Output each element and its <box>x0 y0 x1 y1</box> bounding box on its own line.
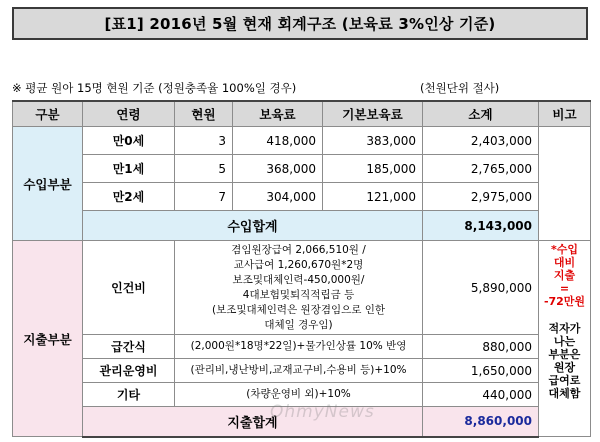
expense-item-cell: 인건비 <box>83 241 175 335</box>
header-cell-category: 구분 <box>13 101 83 127</box>
table-row <box>13 359 591 383</box>
basic-fee-cell: 185,000 <box>323 155 423 183</box>
remark-red-line: -72만원 <box>543 295 586 308</box>
subtotal-cell: 2,975,000 <box>423 183 539 211</box>
detail-line: 교사급여 1,260,670원*2명 <box>233 258 364 271</box>
income-total-label: 수입합계 <box>83 211 423 241</box>
watermark-logo: OhmyNews <box>270 402 375 422</box>
remark-black-line: 적자가 <box>548 322 581 335</box>
expense-detail-cell: (차량운영비 외)+10% <box>175 383 423 407</box>
expense-detail-cell <box>175 241 423 335</box>
expense-item-cell: 관리운영비 <box>83 359 175 383</box>
table-row <box>13 241 591 335</box>
note-rounding: (천원단위 절사) <box>420 81 500 95</box>
income-total-row <box>13 211 591 241</box>
table-row <box>13 127 591 155</box>
remark-black-line: 나는 <box>553 335 576 348</box>
header-cell-subtotal: 소계 <box>423 101 539 127</box>
expense-detail-cell: (2,000원*18명*22일)+물가인상률 10% 반영 <box>175 335 423 359</box>
detail-line: 4대보험및퇴직적립금 등 <box>242 288 355 301</box>
table-row <box>13 183 591 211</box>
fee-cell: 418,000 <box>233 127 323 155</box>
income-section-label: 수입부분 <box>13 127 83 241</box>
expense-total-value: 8,860,000 <box>423 407 539 437</box>
basic-fee-cell: 121,000 <box>323 183 423 211</box>
remark-red-line: 지출 <box>553 269 576 282</box>
note-basis: ※ 평균 원아 15명 현원 기준 (정원충족율 100%일 경우) <box>12 81 297 95</box>
remark-cell <box>539 241 591 437</box>
remark-empty-cell <box>539 127 591 241</box>
remark-red-line: *수입 <box>550 243 578 256</box>
expense-value-cell: 440,000 <box>423 383 539 407</box>
header-cell-remark: 비고 <box>539 101 591 127</box>
detail-line: 겸임원장급여 2,066,510원 / <box>231 243 366 256</box>
expense-item-cell: 기타 <box>83 383 175 407</box>
detail-line: 대체일 경우임) <box>264 318 333 331</box>
expense-item-cell: 급간식 <box>83 335 175 359</box>
income-total-value: 8,143,000 <box>423 211 539 241</box>
fee-cell: 304,000 <box>233 183 323 211</box>
detail-line: (보조및대체인력은 원장겸임으로 인한 <box>211 303 386 316</box>
remark-black-line: 원장 <box>553 361 576 374</box>
subtotal-cell: 2,403,000 <box>423 127 539 155</box>
table-row <box>13 335 591 359</box>
fee-cell: 368,000 <box>233 155 323 183</box>
header-cell-age: 연령 <box>83 101 175 127</box>
table-title: [표1] 2016년 5월 현재 회계구조 (보육료 3%인상 기준) <box>12 7 588 40</box>
header-row <box>13 101 591 127</box>
detail-line: 보조및대체인력-450,000원/ <box>232 273 365 286</box>
header-cell-basic-fee: 기본보육료 <box>323 101 423 127</box>
expense-value-cell: 880,000 <box>423 335 539 359</box>
expense-section-label: 지출부분 <box>13 241 83 437</box>
count-cell: 3 <box>175 127 233 155</box>
age-cell: 만1세 <box>83 155 175 183</box>
count-cell: 7 <box>175 183 233 211</box>
header-cell-count: 현원 <box>175 101 233 127</box>
expense-value-cell: 5,890,000 <box>423 241 539 335</box>
accounting-table <box>12 100 591 438</box>
subtotal-cell: 2,765,000 <box>423 155 539 183</box>
expense-detail-cell: (관리비,냉난방비,교재교구비,수용비 등)+10% <box>175 359 423 383</box>
age-cell: 만0세 <box>83 127 175 155</box>
basic-fee-cell: 383,000 <box>323 127 423 155</box>
table-row <box>13 155 591 183</box>
age-cell: 만2세 <box>83 183 175 211</box>
expense-total-label: 지출합계 <box>83 407 423 437</box>
remark-black-line: 대체함 <box>548 387 581 400</box>
remark-black-line: 부분은 <box>548 348 581 361</box>
remark-black-line: 급여로 <box>548 374 581 387</box>
expense-value-cell: 1,650,000 <box>423 359 539 383</box>
header-cell-fee: 보육료 <box>233 101 323 127</box>
remark-red-line: 대비 <box>553 256 576 269</box>
count-cell: 5 <box>175 155 233 183</box>
remark-red-line: = <box>559 282 570 295</box>
